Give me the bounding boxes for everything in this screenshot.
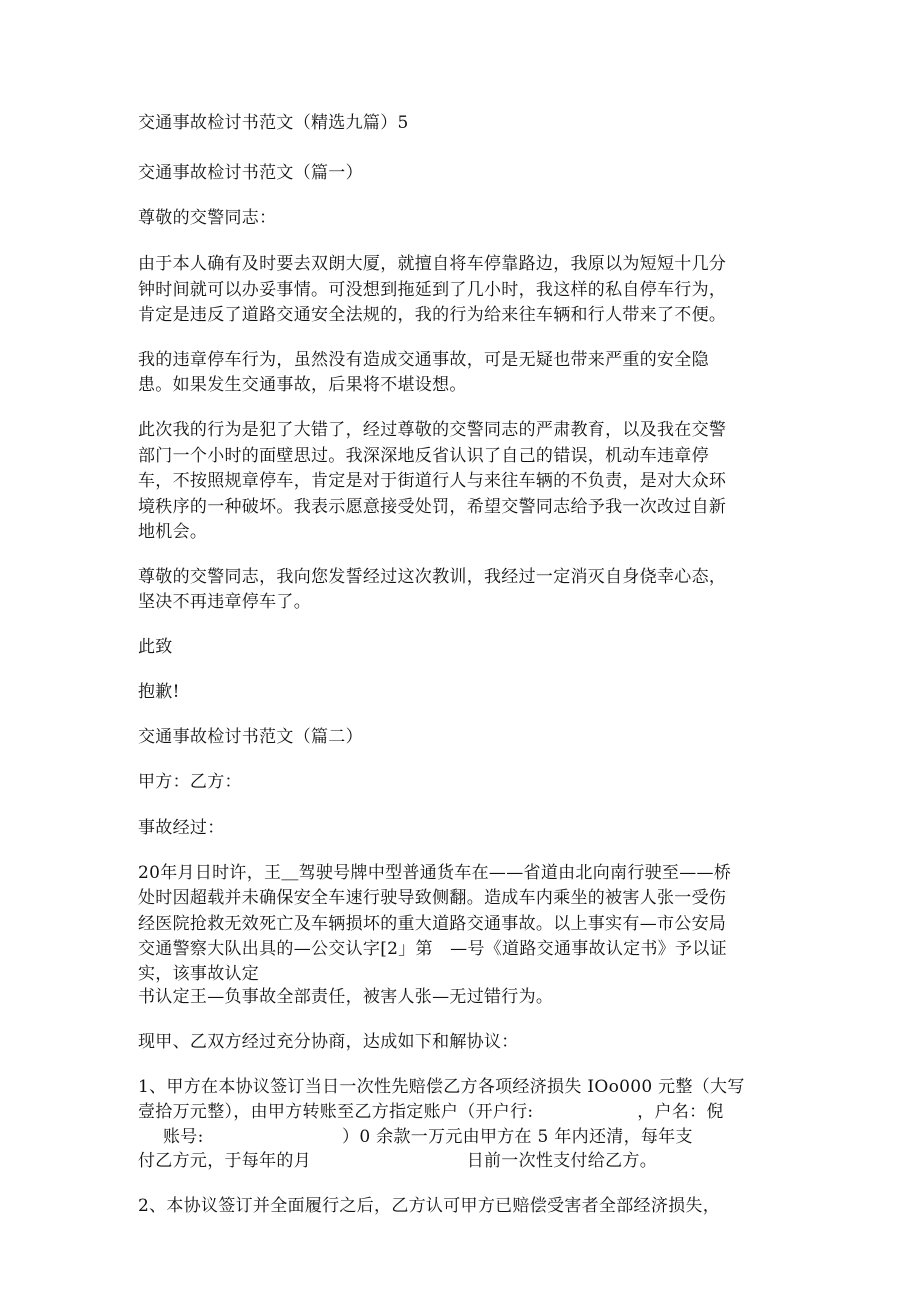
agreement-item-line: 付乙方元，于每年的月 日前一次性支付给乙方。 <box>138 1151 657 1171</box>
paragraph-line: 坚决不再违章停车了。 <box>138 592 311 612</box>
paragraph-line: 交通警察大队出具的—公交认字[2」第 —号《道路交通事故认定书》予以证 <box>138 939 727 959</box>
paragraph-line: 书认定王—负事故全部责任，被害人张—无过错行为。 <box>138 987 554 1007</box>
paragraph-line: 境秩序的一种破坏。我表示愿意接受处罚，希望交警同志给予我一次改过自新 <box>138 497 727 517</box>
paragraph-line: 我的违章停车行为，虽然没有造成交通事故，可是无疑也带来严重的安全隐 <box>138 350 709 370</box>
section-heading-2: 交通事故检讨书范文（篇二） <box>138 727 363 747</box>
section-heading-1: 交通事故检讨书范文（篇一） <box>138 163 363 183</box>
agreement-item-line: 账号: ）0 余款一万元由甲方在 5 年内还清，每年支 <box>163 1127 693 1147</box>
parties-line: 甲方：乙方： <box>138 772 242 792</box>
paragraph-line: 肯定是违反了道路交通安全法规的，我的行为给来往车辆和行人带来了不便。 <box>138 305 727 325</box>
event-label: 事故经过： <box>138 818 225 838</box>
agreement-item-line: 1、甲方在本协议签订当日一次性先赔偿乙方各项经济损失 IOo000 元整（大写 <box>138 1077 745 1097</box>
paragraph-line: 车，不按照规章停车，肯定是对于街道行人与来往车辆的不负责，是对大众环 <box>138 471 727 491</box>
agreement-item-line: 壹拾万元整），由甲方转账至乙方指定账户（开户行: ，户名：倪 <box>138 1102 724 1122</box>
paragraph-line: 尊敬的交警同志，我向您发誓经过这次教训，我经过一定消灭自身侥幸心态， <box>138 567 727 587</box>
paragraph-line: 现甲、乙双方经过充分协商，达成如下和解协议： <box>138 1032 519 1052</box>
paragraph-line: 处时因超载并未确保安全车速行驶导致侧翻。造成车内乘坐的被害人张一受伤 <box>138 888 727 908</box>
paragraph-line: 此次我的行为是犯了大错了，经过尊敬的交警同志的严肃教育，以及我在交警 <box>138 420 727 440</box>
agreement-item-line: 2、本协议签订并全面履行之后，乙方认可甲方已赔偿受害者全部经济损失， <box>138 1196 721 1216</box>
paragraph-line: 由于本人确有及时要去双朗大厦，就擅自将车停靠路边，我原以为短短十几分 <box>138 254 727 274</box>
main-title: 交通事故检讨书范文（精选九篇）5 <box>138 113 409 133</box>
paragraph-line: 地机会。 <box>138 522 208 542</box>
closing-line: 此致 <box>138 637 173 657</box>
paragraph-line: 实，该事故认定 <box>138 964 260 984</box>
closing-line: 抱歉! <box>138 682 180 702</box>
salutation: 尊敬的交警同志： <box>138 208 277 228</box>
paragraph-line: 钟时间就可以办妥事情。可没想到拖延到了几小时，我这样的私自停车行为， <box>138 280 727 300</box>
paragraph-line: 部门一个小时的面壁思过。我深深地反省认识了自己的错误，机动车违章停 <box>138 446 709 466</box>
paragraph-line: 患。如果发生交通事故，后果将不堪设想。 <box>138 375 467 395</box>
paragraph-line: 20年月日时许，王＿驾驶号牌中型普通货车在——省道由北向南行驶至——桥 <box>138 863 732 883</box>
paragraph-line: 经医院抢救无效死亡及车辆损坏的重大道路交通事故。以上事实有—市公安局 <box>138 914 727 934</box>
